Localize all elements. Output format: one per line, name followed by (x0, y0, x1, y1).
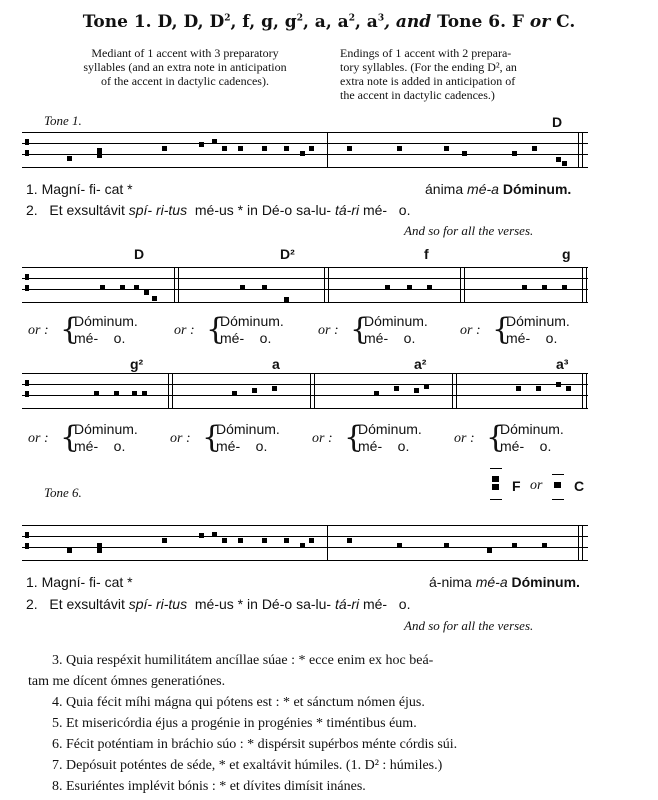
bar-line (464, 268, 465, 302)
ending-label: g² (130, 356, 144, 372)
neume-note (462, 151, 467, 156)
ending-label: f (424, 246, 429, 262)
ending-label: D (134, 246, 145, 262)
neume-note (238, 146, 243, 151)
neume-note (536, 386, 541, 391)
ending-label: a (272, 356, 280, 372)
bar-line (174, 268, 175, 302)
neume-note (562, 161, 567, 166)
neume-note (162, 538, 167, 543)
neume-note (262, 538, 267, 543)
clef-mark (25, 543, 29, 549)
neume-note (487, 548, 492, 553)
bar-line (582, 133, 583, 167)
endings-row2-text: or : { Dóminum. mé- o. or : { Dóminum. mé- o. or : { Dóminum. mé- o. or : { Dóminum. mé- o. (28, 420, 564, 455)
endings-note: Endings of 1 accent with 2 prepara- tory syllables. (For the ending D², an extra note is added in anticipation of the accent in dactylic cadences.) (340, 46, 517, 102)
verse-line: 4. Quia fécit míhi mágna qui pótens est : * et sánctum nómen éjus. (52, 695, 425, 710)
neume-note (142, 391, 147, 396)
neume-note (262, 146, 267, 151)
neume-note (414, 388, 419, 393)
bar-line (460, 268, 461, 302)
neume-note (407, 285, 412, 290)
verses-list (28, 650, 638, 797)
neume-note (397, 543, 402, 548)
neume-note (542, 543, 547, 548)
neume-note (272, 386, 277, 391)
tone1-verse-2: 2. Et exsultávit spí- ri-tus mé-us * in Dé-o sa-lu- tá-ri mé- o. (26, 202, 411, 218)
clef-mark (25, 139, 29, 145)
neume-note (100, 285, 105, 290)
verse-line: tam me dícent ómnes generatiónes. (28, 674, 226, 689)
clef-mark (25, 380, 29, 386)
bar-line (582, 268, 583, 302)
tone6-label: Tone 6. (44, 485, 82, 500)
bar-line (586, 374, 587, 408)
bar-line (582, 526, 583, 560)
endings-row1-text: or : { Dóminum. mé- o. or : { Dóminum. mé- o. or : { Dóminum. mé- o. or : { Dóminum. mé- o. (28, 312, 570, 347)
neume-note (300, 151, 305, 156)
ending-label: a³ (556, 356, 569, 372)
neume-note (67, 156, 72, 161)
verse-line: 5. Et misericórdia éjus a progénie in progénies * timéntibus éum. (52, 716, 417, 731)
ending-label: a² (414, 356, 427, 372)
bar-line (310, 374, 311, 408)
neume-note (132, 391, 137, 396)
bar-line (314, 374, 315, 408)
neume-note (512, 151, 517, 156)
neume-note (232, 391, 237, 396)
bar-line (452, 374, 453, 408)
neume-note (284, 538, 289, 543)
page-title: Tone 1. D, D, $D^2$, f, g, $g^2$, a, $a^2$, $a^3$, and Tone 6. F or C. (82, 12, 576, 32)
clef-mark (25, 274, 29, 280)
verse-line: 8. Esuriéntes implévit bónis : * et dívites dimísit inánes. (52, 779, 366, 794)
neume-note (532, 146, 537, 151)
bar-line (578, 526, 579, 560)
neume-note (347, 146, 352, 151)
neume-note (67, 548, 72, 553)
tone6-verse-2: 2. Et exsultávit spí- ri-tus mé-us * in Dé-o sa-lu- tá-ri mé- o. (26, 596, 411, 612)
neume-note (394, 386, 399, 391)
neume-note (444, 543, 449, 548)
neume-note (374, 391, 379, 396)
ending-label: g (562, 246, 571, 262)
neume-note (212, 139, 217, 144)
bar-line (456, 374, 457, 408)
bar-line (586, 268, 587, 302)
ending-label: D² (280, 246, 295, 262)
staff-endings-2 (22, 373, 588, 409)
neume-note (222, 538, 227, 543)
bar-line (327, 133, 328, 167)
neume-note (284, 146, 289, 151)
neume-note (512, 543, 517, 548)
neume-note (556, 382, 561, 387)
neume-note (252, 388, 257, 393)
neume-note (240, 285, 245, 290)
neume-note (522, 285, 527, 290)
neume-note (424, 384, 429, 389)
tone6-verse-1: 1. Magní- fi- cat * á-nima mé-a Dóminum. (26, 574, 580, 590)
neume-note (199, 142, 204, 147)
bar-line (578, 133, 579, 167)
bar-line (178, 268, 179, 302)
clef-mark (25, 150, 29, 156)
clef-mark (25, 285, 29, 291)
bar-line (172, 374, 173, 408)
neume-note (262, 285, 267, 290)
clef-alternatives: F or C (490, 466, 590, 506)
tone1-and-so: And so for all the verses. (404, 223, 534, 238)
tone1-label: Tone 1. (44, 113, 82, 128)
bar-line (324, 268, 325, 302)
staff-tone6 (22, 525, 588, 561)
bar-line (582, 374, 583, 408)
neume-note (444, 146, 449, 151)
staff-endings-1 (22, 267, 588, 303)
neume-note (347, 538, 352, 543)
neume-note (397, 146, 402, 151)
mediant-note: Mediant of 1 accent with 3 preparatory syllables (and an extra note in anticipation of the accent in dactylic cadences). (83, 46, 287, 88)
neume-note (542, 285, 547, 290)
staff-tone1 (22, 132, 588, 168)
neume-note (309, 538, 314, 543)
neume-note (556, 157, 561, 162)
neume-note (309, 146, 314, 151)
verse-line: 3. Quia respéxit humilitátem ancíllae súae : * ecce enim ex hoc beá- (52, 653, 434, 668)
tone1-verse-1: 1. Magní- fi- cat * ánima mé-a Dóminum. (26, 181, 572, 197)
neume-note (97, 543, 102, 548)
neume-note (199, 533, 204, 538)
neume-note (120, 285, 125, 290)
bar-line (328, 268, 329, 302)
neume-note (144, 290, 149, 295)
bar-line (327, 526, 328, 560)
neume-note (97, 548, 102, 553)
verse-line: 7. Depósuit poténtes de séde, * et exaltávit húmiles. (1. D² : húmiles.) (52, 758, 443, 773)
neume-note (97, 153, 102, 158)
neume-note (516, 386, 521, 391)
neume-note (134, 285, 139, 290)
ending-label-d: D (552, 114, 563, 130)
neume-note (284, 297, 289, 302)
neume-note (94, 391, 99, 396)
clef-mark (25, 532, 29, 538)
neume-note (566, 386, 571, 391)
neume-note (212, 532, 217, 537)
neume-note (427, 285, 432, 290)
neume-note (562, 285, 567, 290)
neume-note (300, 543, 305, 548)
neume-note (162, 146, 167, 151)
neume-note (152, 296, 157, 301)
neume-note (385, 285, 390, 290)
clef-mark (25, 391, 29, 397)
neume-note (222, 146, 227, 151)
neume-note (238, 538, 243, 543)
tone6-and-so: And so for all the verses. (404, 618, 534, 633)
neume-note (114, 391, 119, 396)
verse-line: 6. Fécit poténtiam in bráchio súo : * dispérsit supérbos ménte córdis súi. (52, 737, 458, 752)
bar-line (168, 374, 169, 408)
